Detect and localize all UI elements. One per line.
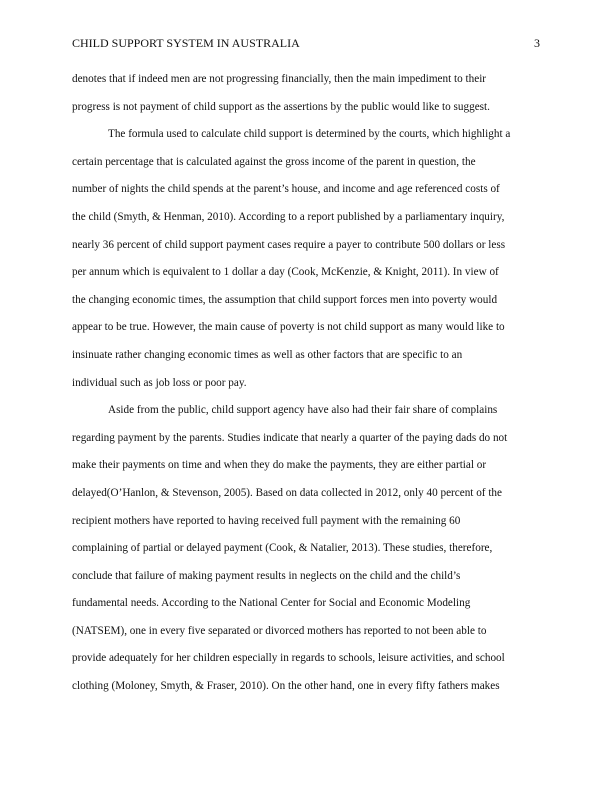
text-line: recipient mothers have reported to having received full payment with the remaining 60 bbox=[72, 514, 461, 527]
paragraph-first-line: Aside from the public, child support agency have also had their fair share of complains bbox=[108, 404, 498, 417]
text-line: per annum which is equivalent to 1 dollar a day (Cook, McKenzie, & Knight, 2011). In view of bbox=[72, 266, 499, 279]
running-head: CHILD SUPPORT SYSTEM IN AUSTRALIA bbox=[72, 36, 300, 50]
text-line: individual such as job loss or poor pay. bbox=[72, 376, 247, 389]
text-line: number of nights the child spends at the parent’s house, and income and age referenced costs of bbox=[72, 183, 500, 196]
text-line: clothing (Moloney, Smyth, & Fraser, 2010). On the other hand, one in every fifty fathers makes bbox=[72, 680, 500, 693]
text-line: progress is not payment of child support as the assertions by the public would like to suggest. bbox=[72, 100, 490, 113]
text-line: (NATSEM), one in every five separated or divorced mothers has reported to not been able to bbox=[72, 624, 487, 637]
text-line: regarding payment by the parents. Studies indicate that nearly a quarter of the paying dads do not bbox=[72, 431, 508, 444]
page-number: 3 bbox=[534, 36, 540, 50]
page-header bbox=[72, 34, 540, 52]
text-line: nearly 36 percent of child support payment cases require a payer to contribute 500 dollars or less bbox=[72, 238, 506, 251]
text-line: provide adequately for her children especially in regards to schools, leisure activities, and school bbox=[72, 652, 505, 665]
text-line: complaining of partial or delayed payment (Cook, & Natalier, 2013). These studies, therefore, bbox=[72, 542, 493, 555]
body-text bbox=[72, 66, 540, 701]
text-line: make their payments on time and when they do make the payments, they are either partial or bbox=[72, 459, 487, 472]
text-line: appear to be true. However, the main cause of poverty is not child support as many would like to bbox=[72, 321, 505, 334]
text-line: the child (Smyth, & Henman, 2010). According to a report published by a parliamentary inquiry, bbox=[72, 210, 505, 223]
text-line: certain percentage that is calculated against the gross income of the parent in question, the bbox=[72, 155, 476, 168]
text-line: the changing economic times, the assumption that child support forces men into poverty would bbox=[72, 293, 498, 306]
text-line: conclude that failure of making payment results in neglects on the child and the child’s bbox=[72, 569, 461, 582]
text-line: denotes that if indeed men are not progressing financially, then the main impediment to their bbox=[72, 73, 487, 85]
paragraph-first-line: The formula used to calculate child support is determined by the courts, which highlight a bbox=[108, 128, 511, 141]
text-line: insinuate rather changing economic times as well as other factors that are specific to an bbox=[72, 348, 463, 361]
text-line: delayed(O’Hanlon, & Stevenson, 2005). Based on data collected in 2012, only 40 percent of the bbox=[72, 486, 502, 499]
text-line: fundamental needs. According to the National Center for Social and Economic Modeling bbox=[72, 597, 471, 610]
